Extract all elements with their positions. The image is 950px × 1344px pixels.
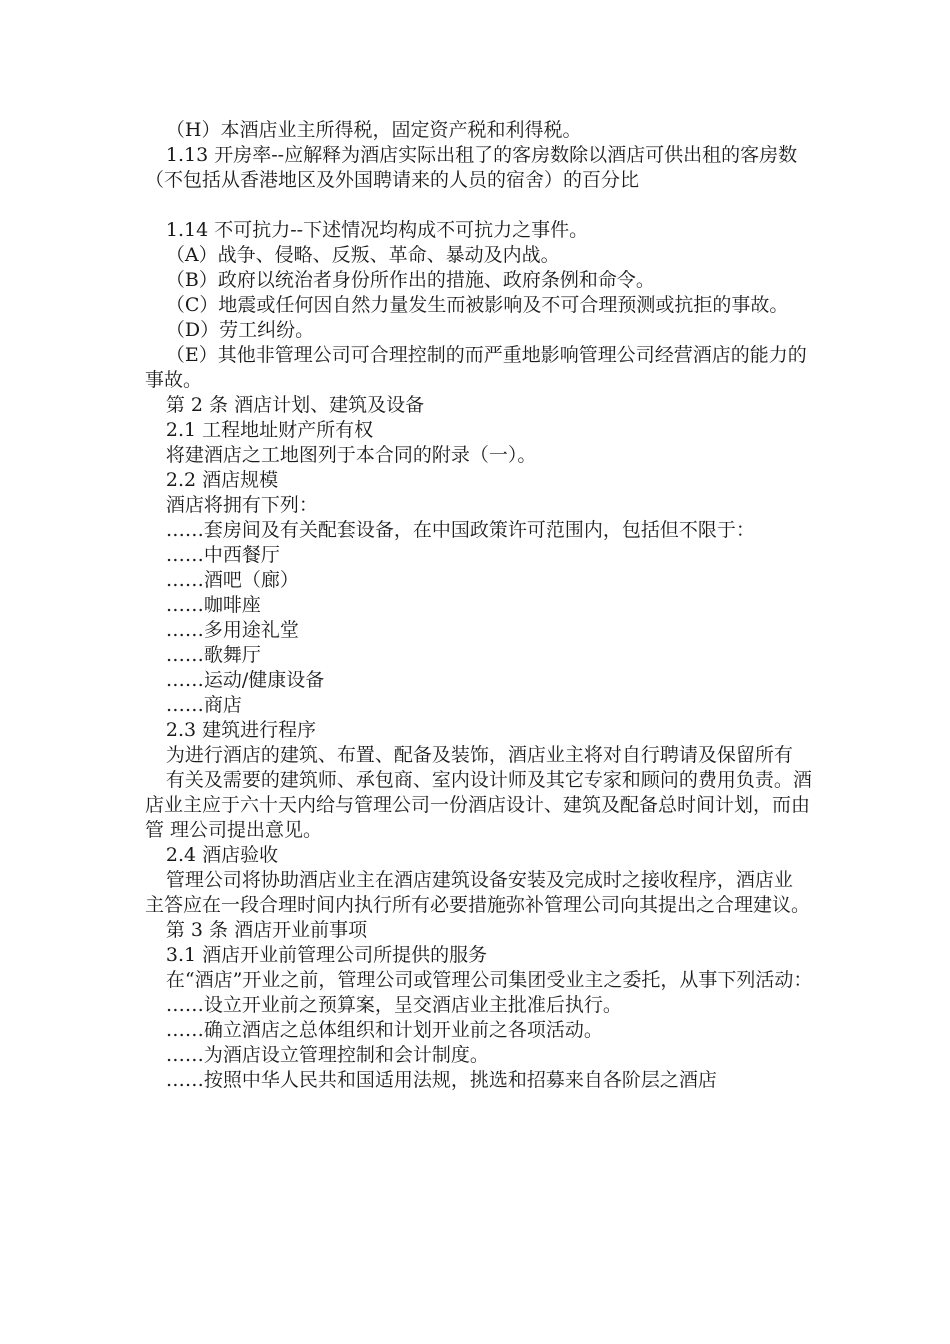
clause-3-1-intro: 在“酒店”开业之前，管理公司或管理公司集团受业主之委托，从事下列活动： <box>165 969 813 991</box>
clause-1-13-occupancy: 1.13 开房率--应解释为酒店实际出租了的客房数除以酒店可供出租的客房数（不包括从香港地区及外国聘请来的人员的宿舍）的百分比 <box>145 144 798 191</box>
list-item-ballroom: ……歌舞厅 <box>165 644 261 666</box>
clause-1-14-force-majeure: 1.14 不可抗力--下述情况均构成不可抗力之事件。 <box>165 219 589 241</box>
clause-2-4-body: 管理公司将协助酒店业主在酒店建筑设备安装及完成时之接收程序，酒店业 主答应在一段合理时间内执行所有必要措施弥补管理公司向其提出之合理建议。 <box>145 869 811 916</box>
list-item-restaurant: ……中西餐厅 <box>165 544 280 566</box>
list-item-bar: ……酒吧（廊） <box>165 569 299 591</box>
article-3-heading: 第 3 条 酒店开业前事项 <box>165 919 368 941</box>
list-item-hall: ……多用途礼堂 <box>165 619 299 641</box>
item-b-government: （B）政府以统治者身份所作出的措施、政府条例和命令。 <box>165 269 655 291</box>
clause-2-2-heading: 2.2 酒店规模 <box>165 469 279 491</box>
article-2-heading: 第 2 条 酒店计划、建筑及设备 <box>165 394 425 416</box>
list-item-shop: ……商店 <box>165 694 242 716</box>
item-e-other: （E）其他非管理公司可合理控制的而严重地影响管理公司经营酒店的能力的事故。 <box>145 344 807 391</box>
item-c-earthquake: （C）地震或任何因自然力量发生而被影响及不可合理预测或抗拒的事故。 <box>165 294 789 316</box>
item-d-labor: （D）劳工纠纷。 <box>165 319 315 341</box>
clause-2-3-body-2: 有关及需要的建筑师、承包商、室内设计师及其它专家和顾问的费用负责。酒店业主应于六十天内给与管理公司一份酒店设计、建筑及配备总时间计划，而由管 理公司提出意见。 <box>145 769 812 841</box>
list-item-organization: ……确立酒店之总体组织和计划开业前之各项活动。 <box>165 1019 603 1041</box>
list-item-cafe: ……咖啡座 <box>165 594 261 616</box>
clause-2-3-body-1: 为进行酒店的建筑、布置、配备及装饰，酒店业主将对自行聘请及保留所有 <box>165 744 793 766</box>
list-item-fitness: ……运动/健康设备 <box>165 669 325 691</box>
list-item-accounting: ……为酒店设立管理控制和会计制度。 <box>165 1044 489 1066</box>
clause-2-3-heading: 2.3 建筑进行程序 <box>165 719 317 741</box>
item-h-tax: （H）本酒店业主所得税，固定资产税和利得税。 <box>165 119 582 141</box>
clause-2-1-heading: 2.1 工程地址财产所有权 <box>165 419 374 441</box>
item-a-war: （A）战争、侵略、反叛、革命、暴动及内战。 <box>165 244 560 266</box>
clause-2-1-body: 将建酒店之工地图列于本合同的附录（一）。 <box>165 444 537 466</box>
list-item-budget: ……设立开业前之预算案，呈交酒店业主批准后执行。 <box>165 994 622 1016</box>
list-item-rooms: ……套房间及有关配套设备，在中国政策许可范围内，包括但不限于： <box>165 519 755 541</box>
clause-3-1-heading: 3.1 酒店开业前管理公司所提供的服务 <box>165 944 488 966</box>
blank-line <box>145 193 813 218</box>
document-page <box>145 118 813 1093</box>
list-item-recruitment: ……按照中华人民共和国适用法规，挑选和招募来自各阶层之酒店 <box>165 1069 717 1091</box>
clause-2-4-heading: 2.4 酒店验收 <box>165 844 279 866</box>
clause-2-2-intro: 酒店将拥有下列： <box>165 494 318 516</box>
